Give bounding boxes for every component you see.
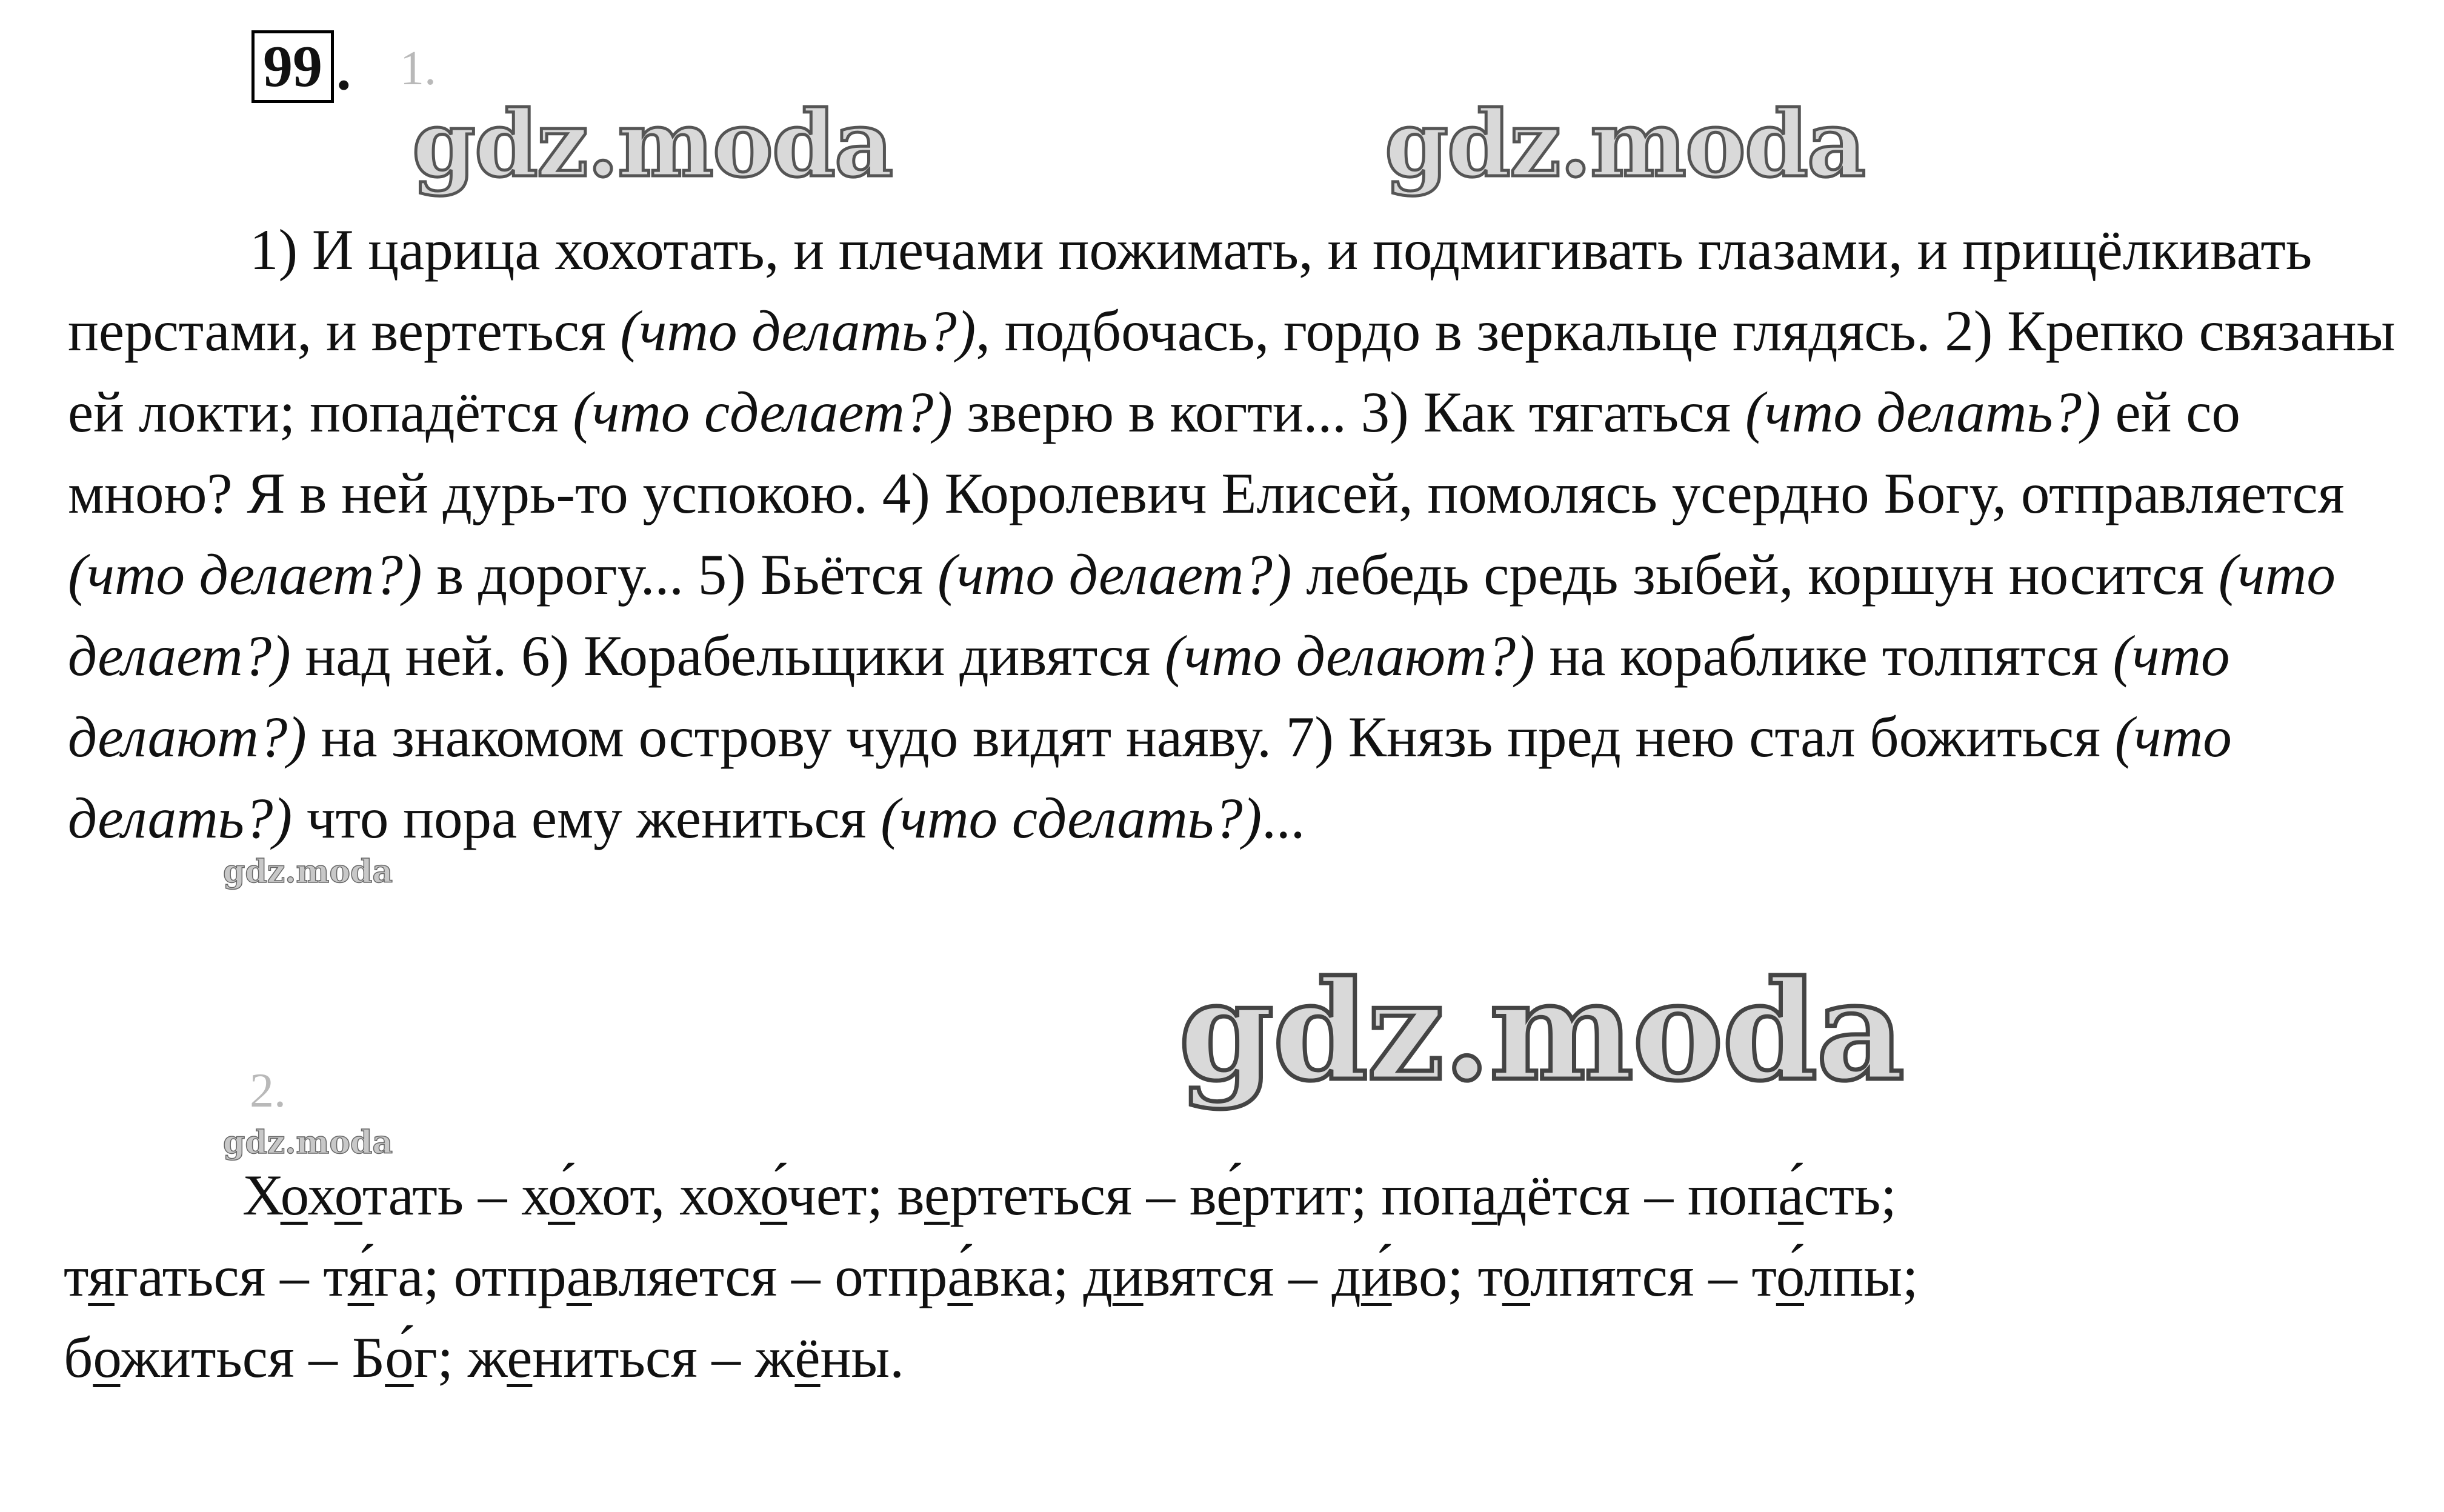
section-2-text <box>64 1154 2415 1398</box>
word-pairs-line <box>64 1317 2415 1398</box>
text-segment: сть; <box>1803 1163 1897 1227</box>
underlined-vowel: о́ <box>1776 1244 1805 1308</box>
part-2-label: 2. <box>250 1064 286 1117</box>
task-number-box: 99 <box>251 30 334 103</box>
text-segment: хот, хох <box>575 1163 761 1227</box>
watermark: gdz.moda <box>412 91 893 198</box>
text-segment: житься – Б <box>120 1325 385 1390</box>
underlined-vowel: и <box>1112 1244 1144 1308</box>
question-prompt: (что делает?) <box>937 542 1292 607</box>
text-segment: на знакомом острову чудо видят наяву. 7) Князь пред нею стал божиться <box>306 705 2115 769</box>
word-pairs-line <box>64 1154 2415 1236</box>
text-segment: ей со мною? Я в ней дурь-то успокою. 4) Королевич Елисей, помолясь усердно Богу, отправляется <box>68 380 2345 525</box>
text-segment: гаться – т <box>114 1244 348 1308</box>
question-prompt: (что делать?) <box>620 299 976 363</box>
underlined-vowel: а́ <box>947 1244 973 1308</box>
text-segment: га; отпр <box>374 1244 567 1308</box>
watermark-small: gdz.moda <box>223 1124 393 1161</box>
text-segment: ны. <box>820 1325 905 1390</box>
question-prompt: (что делают?) <box>1165 624 1535 688</box>
underlined-vowel: а <box>1471 1163 1497 1227</box>
question-prompt: (что делают?) <box>68 624 2230 769</box>
underlined-vowel: я <box>88 1244 115 1308</box>
underlined-vowel: е <box>507 1325 533 1390</box>
text-segment: , подбочась, гордо в зеркальце глядясь. 2) Крепко связаны ей локти; попадётся <box>68 299 2396 444</box>
text-segment: лпы; <box>1804 1244 1919 1308</box>
underlined-vowel: о <box>93 1325 121 1390</box>
underlined-vowel: а <box>566 1244 592 1308</box>
text-segment: г; ж <box>413 1325 507 1390</box>
text-segment: б <box>64 1325 93 1390</box>
text-segment: ... <box>1262 786 1305 850</box>
question-prompt: (что сделать?) <box>881 786 1262 850</box>
text-segment: вляется – отпр <box>591 1244 948 1308</box>
task-number <box>251 32 351 103</box>
underlined-vowel: я́ <box>347 1244 375 1308</box>
word-pairs-line <box>64 1236 2415 1317</box>
text-segment: зверю в когти... 3) Как тягаться <box>952 380 1745 444</box>
watermark: gdz.moda <box>1385 91 1865 198</box>
text-segment: ртит; поп <box>1242 1163 1472 1227</box>
underlined-vowel: е <box>924 1163 950 1227</box>
text-segment: лебедь средь зыбей, коршун носится <box>1291 542 2219 607</box>
question-prompt: (что делает?) <box>68 542 2336 688</box>
text-segment: в дорогу... 5) Бьётся <box>422 542 937 607</box>
question-prompt: (что сделает?) <box>573 380 953 444</box>
text-segment: ртеться – в <box>950 1163 1217 1227</box>
underlined-vowel: о́ <box>385 1325 414 1390</box>
underlined-vowel: о <box>1502 1244 1531 1308</box>
text-segment: тать – х <box>362 1163 548 1227</box>
underlined-vowel: е́ <box>1216 1163 1242 1227</box>
underlined-vowel: ё <box>794 1325 821 1390</box>
text-segment: во; т <box>1391 1244 1502 1308</box>
question-prompt: (что делает?) <box>68 542 422 607</box>
question-prompt: (что делать?) <box>1745 380 2101 444</box>
watermark-small: gdz.moda <box>223 853 393 890</box>
underlined-vowel: и́ <box>1360 1244 1392 1308</box>
text-segment: х <box>307 1163 335 1227</box>
text-segment: дётся – поп <box>1497 1163 1779 1227</box>
watermark-large: gdz.moda <box>1179 951 1904 1111</box>
text-segment: вятся – д <box>1143 1244 1361 1308</box>
text-segment: вка; д <box>973 1244 1113 1308</box>
text-segment: т <box>64 1244 88 1308</box>
text-segment: лпятся – т <box>1530 1244 1776 1308</box>
underlined-vowel: о <box>280 1163 308 1227</box>
text-segment: на кораблике толпятся <box>1534 624 2113 688</box>
underlined-vowel: о́ <box>760 1163 788 1227</box>
text-segment: ниться – ж <box>532 1325 795 1390</box>
text-segment: 1) И царица хохотать, и плечами пожимать, и подмигивать глазами, и прищёлкивать перстами, и вертеться <box>68 218 2312 363</box>
text-segment: чет; в <box>787 1163 925 1227</box>
underlined-vowel: о́ <box>548 1163 576 1227</box>
text-segment: что пора ему жениться <box>292 786 881 850</box>
underlined-vowel: о <box>334 1163 362 1227</box>
underlined-vowel: а́ <box>1778 1163 1804 1227</box>
text-segment: Х <box>242 1163 281 1227</box>
part-1-label: 1. <box>400 42 436 95</box>
section-1-text <box>68 209 2419 859</box>
question-prompt: (что делать?) <box>68 705 2232 850</box>
task-number-dot: . <box>336 37 351 102</box>
text-segment: над ней. 6) Корабельщики дивятся <box>290 624 1165 688</box>
